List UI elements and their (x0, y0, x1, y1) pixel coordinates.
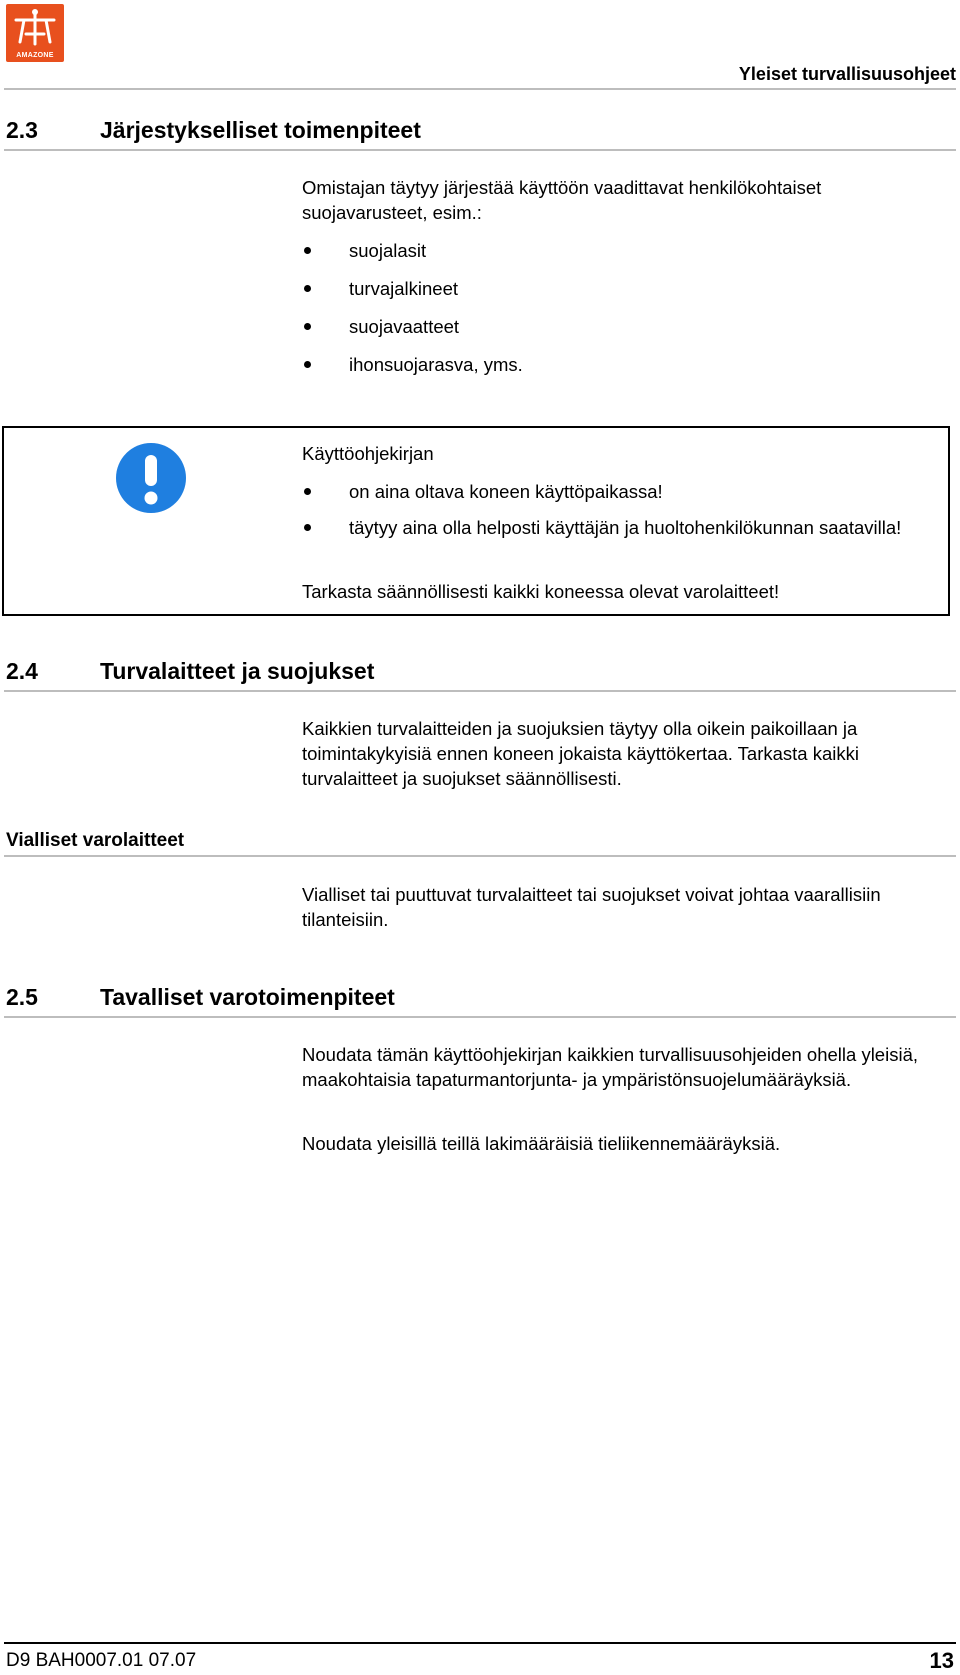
section-2-3-title: Järjestykselliset toimenpiteet (100, 117, 421, 143)
notice-footer: Tarkasta säännöllisesti kaikki koneessa olevat varolaitteet! (302, 581, 780, 602)
bullet-icon (304, 488, 311, 495)
bullet-icon (304, 361, 311, 368)
faulty-devices-rule (4, 855, 956, 857)
list-item: suojalasit (302, 238, 942, 263)
exclamation-circle-icon (116, 443, 186, 513)
footer-rule (4, 1642, 956, 1644)
bullet-icon (304, 323, 311, 330)
section-2-3-intro: Omistajan täytyy järjestää käyttöön vaadittavat henkilökohtaiset suojavarusteet, esim.: (302, 177, 822, 223)
bullet-icon (304, 285, 311, 292)
faulty-devices-heading: Vialliset varolaitteet (6, 830, 185, 851)
list-item: täytyy aina olla helposti käyttäjän ja huoltohenkilökunnan saatavilla! (302, 515, 942, 540)
notice-list (302, 479, 942, 540)
section-2-3-rule (4, 149, 956, 151)
list-item: on aina oltava koneen käyttöpaikassa! (302, 479, 942, 504)
section-2-5-para2: Noudata yleisillä teillä lakimääräisiä tieliikennemääräyksiä. (302, 1133, 781, 1154)
section-2-4-title: Turvalaitteet ja suojukset (100, 658, 375, 684)
section-2-4-rule (4, 690, 956, 692)
ppe-list (302, 238, 942, 377)
list-item: ihonsuojarasva, yms. (302, 352, 942, 377)
bullet-icon (304, 524, 311, 531)
header-title: Yleiset turvallisuusohjeet (738, 64, 956, 84)
header-rule (4, 88, 956, 90)
list-item: turvajalkineet (302, 276, 942, 301)
section-2-5-number: 2.5 (6, 984, 38, 1010)
faulty-devices-body: Vialliset tai puuttuvat turvalaitteet tai suojukset voivat johtaa vaarallisiin tilanteisiin. (302, 884, 881, 930)
section-2-5-para1: Noudata tämän käyttöohjekirjan kaikkien turvallisuusohjeiden ohella yleisiä, maakohtaisia tapaturmantorjunta- ja ympäristönsuojelumääräyksiä. (302, 1044, 918, 1090)
section-2-4-body: Kaikkien turvalaitteiden ja suojuksien täytyy olla oikein paikoillaan ja toimintakykyisiä ennen koneen jokaista käyttökertaa. Tarkasta kaikki turvalaitteet ja suojukset säännöllisesti. (302, 718, 859, 789)
section-2-4-number: 2.4 (6, 658, 38, 684)
section-2-5-title: Tavalliset varotoimenpiteet (100, 984, 395, 1010)
page-number: 13 (929, 1648, 954, 1673)
bullet-icon (304, 247, 311, 254)
list-item: suojavaatteet (302, 314, 942, 339)
notice-title: Käyttöohjekirjan (302, 443, 434, 464)
amazone-logo (6, 4, 64, 62)
footer-doc-code: D9 BAH0007.01 07.07 (6, 1650, 197, 1671)
section-2-5-rule (4, 1016, 956, 1018)
section-2-3-number: 2.3 (6, 117, 38, 143)
logo-wordmark: AMAZONE (16, 52, 54, 59)
